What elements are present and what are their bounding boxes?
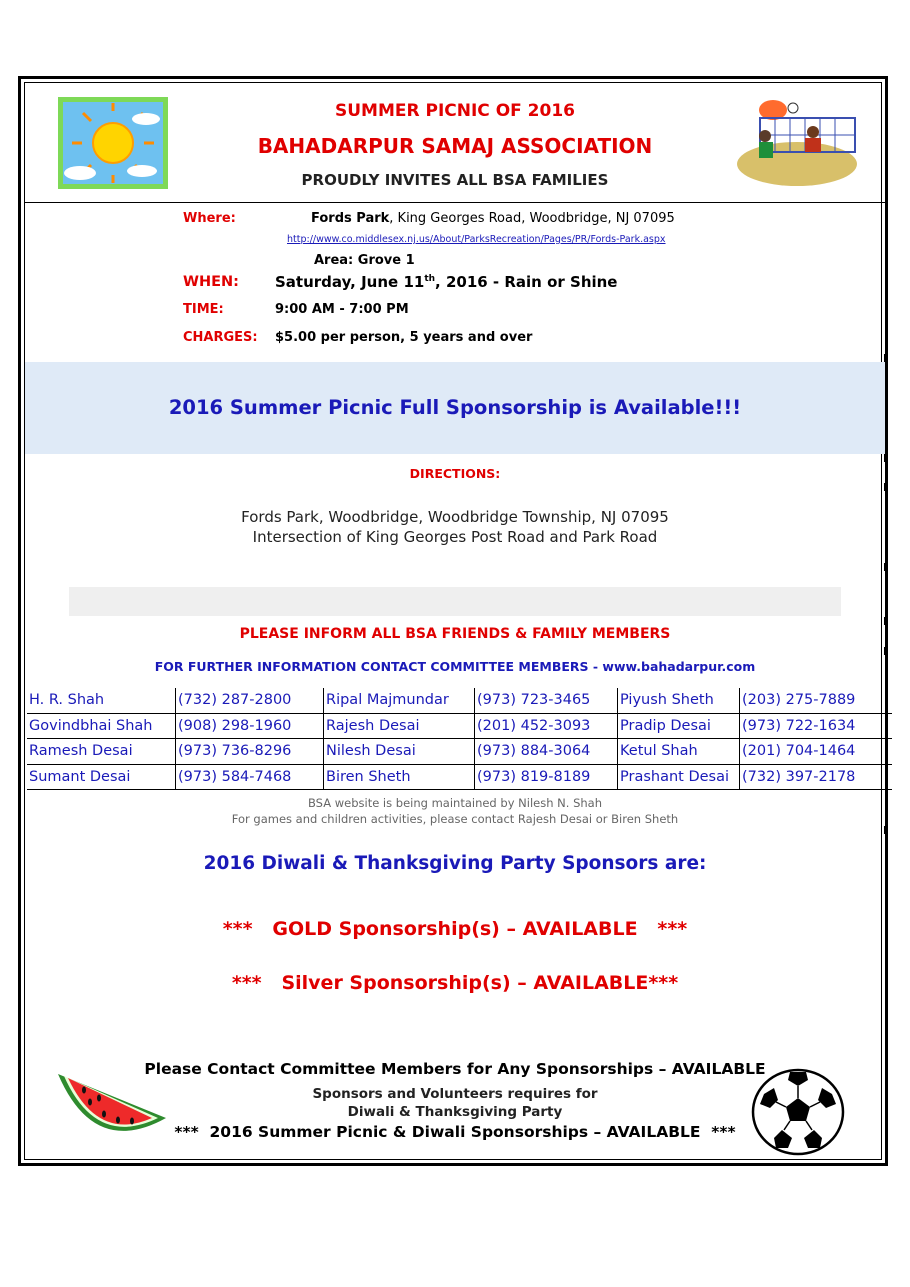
border-tick [884, 563, 886, 571]
member-phone: (973) 723-3465 [475, 688, 618, 713]
area-value: Area: Grove 1 [314, 253, 415, 268]
gold-sponsorship: *** GOLD Sponsorship(s) – AVAILABLE *** [222, 918, 688, 940]
contacts-row [27, 739, 892, 765]
charges-value: $5.00 per person, 5 years and over [275, 330, 533, 345]
member-phone: (732) 397-2178 [740, 764, 893, 790]
member-name: Sumant Desai [27, 764, 176, 790]
border-tick [884, 617, 886, 625]
maintenance-note [0, 795, 910, 827]
where-value [311, 211, 675, 226]
contacts-row [27, 688, 892, 713]
border-tick [884, 647, 886, 655]
member-name: Piyush Sheth [618, 688, 740, 713]
member-phone: (908) 298-1960 [176, 713, 324, 739]
time-value: 9:00 AM - 7:00 PM [275, 302, 409, 317]
time-label: TIME: [183, 302, 224, 317]
where-label: Where: [183, 211, 236, 226]
member-name: Prashant Desai [618, 764, 740, 790]
where-address: , King Georges Road, Woodbridge, NJ 07095 [389, 211, 675, 226]
silver-sponsorship: *** Silver Sponsorship(s) – AVAILABLE*** [231, 972, 679, 994]
member-phone: (973) 736-8296 [176, 739, 324, 765]
sponsorship-contact-line-2: *** 2016 Summer Picnic & Diwali Sponsorships – AVAILABLE *** [174, 1123, 736, 1141]
when-date-suffix: th [424, 274, 436, 284]
soccer-ball-clipart [750, 1068, 846, 1156]
inform-notice: PLEASE INFORM ALL BSA FRIENDS & FAMILY MEMBERS [239, 626, 671, 642]
member-phone: (973) 584-7468 [176, 764, 324, 790]
member-phone: (732) 287-2800 [176, 688, 324, 713]
member-name: Nilesh Desai [324, 739, 475, 765]
when-value [275, 273, 618, 291]
when-note: , 2016 - Rain or Shine [435, 273, 618, 291]
member-name: Pradip Desai [618, 713, 740, 739]
maintenance-line-1: BSA website is being maintained by Nilesh N. Shah [308, 796, 602, 810]
when-label: WHEN: [183, 274, 239, 290]
maintenance-line-2: For games and children activities, please contact Rajesh Desai or Biren Sheth [231, 812, 679, 826]
organization-name: BAHADARPUR SAMAJ ASSOCIATION [257, 134, 653, 158]
directions-line-1: Fords Park, Woodbridge, Woodbridge Township, NJ 07095 [241, 508, 669, 526]
border-tick [884, 483, 886, 491]
member-name: Biren Sheth [324, 764, 475, 790]
watermelon-clipart [54, 1068, 170, 1143]
invitation-line: PROUDLY INVITES ALL BSA FAMILIES [301, 171, 609, 189]
border-tick [884, 454, 886, 462]
member-phone: (203) 275-7889 [740, 688, 893, 713]
event-title: SUMMER PICNIC OF 2016 [334, 101, 575, 121]
park-url-link[interactable]: http://www.co.middlesex.nj.us/About/ParksRecreation/Pages/PR/Fords-Park.aspx [287, 234, 666, 245]
border-tick [884, 354, 886, 362]
contacts-row [27, 764, 892, 790]
member-name: Ketul Shah [618, 739, 740, 765]
member-name: Govindbhai Shah [27, 713, 176, 739]
sponsorship-contact-line-1: Please Contact Committee Members for Any Sponsorships – AVAILABLE [144, 1060, 766, 1078]
contact-heading: FOR FURTHER INFORMATION CONTACT COMMITTEE MEMBERS - www.bahadarpur.com [154, 659, 756, 674]
diwali-sponsors-heading: 2016 Diwali & Thanksgiving Party Sponsors are: [203, 853, 707, 874]
gray-divider-bar [69, 587, 841, 616]
member-name: Rajesh Desai [324, 713, 475, 739]
charges-label: CHARGES: [183, 330, 258, 345]
where-place: Fords Park [311, 211, 390, 226]
member-phone: (973) 722-1634 [740, 713, 893, 739]
directions-line-2: Intersection of King Georges Post Road and Park Road [252, 528, 658, 546]
directions-label: DIRECTIONS: [409, 466, 501, 481]
directions-text [0, 507, 910, 547]
member-phone: (973) 884-3064 [475, 739, 618, 765]
committee-contacts-table [27, 688, 892, 790]
member-phone: (201) 704-1464 [740, 739, 893, 765]
contacts-row [27, 713, 892, 739]
member-name: H. R. Shah [27, 688, 176, 713]
border-tick [884, 826, 886, 834]
sponsorship-banner-text: 2016 Summer Picnic Full Sponsorship is Available!!! [168, 396, 742, 419]
header-divider [24, 202, 886, 203]
member-phone: (201) 452-3093 [475, 713, 618, 739]
volunteers-line-2: Diwali & Thanksgiving Party [347, 1104, 563, 1120]
volunteers-line-1: Sponsors and Volunteers requires for [312, 1086, 598, 1102]
member-name: Ripal Majmundar [324, 688, 475, 713]
when-date: Saturday, June 11 [275, 273, 425, 291]
member-phone: (973) 819-8189 [475, 764, 618, 790]
member-name: Ramesh Desai [27, 739, 176, 765]
